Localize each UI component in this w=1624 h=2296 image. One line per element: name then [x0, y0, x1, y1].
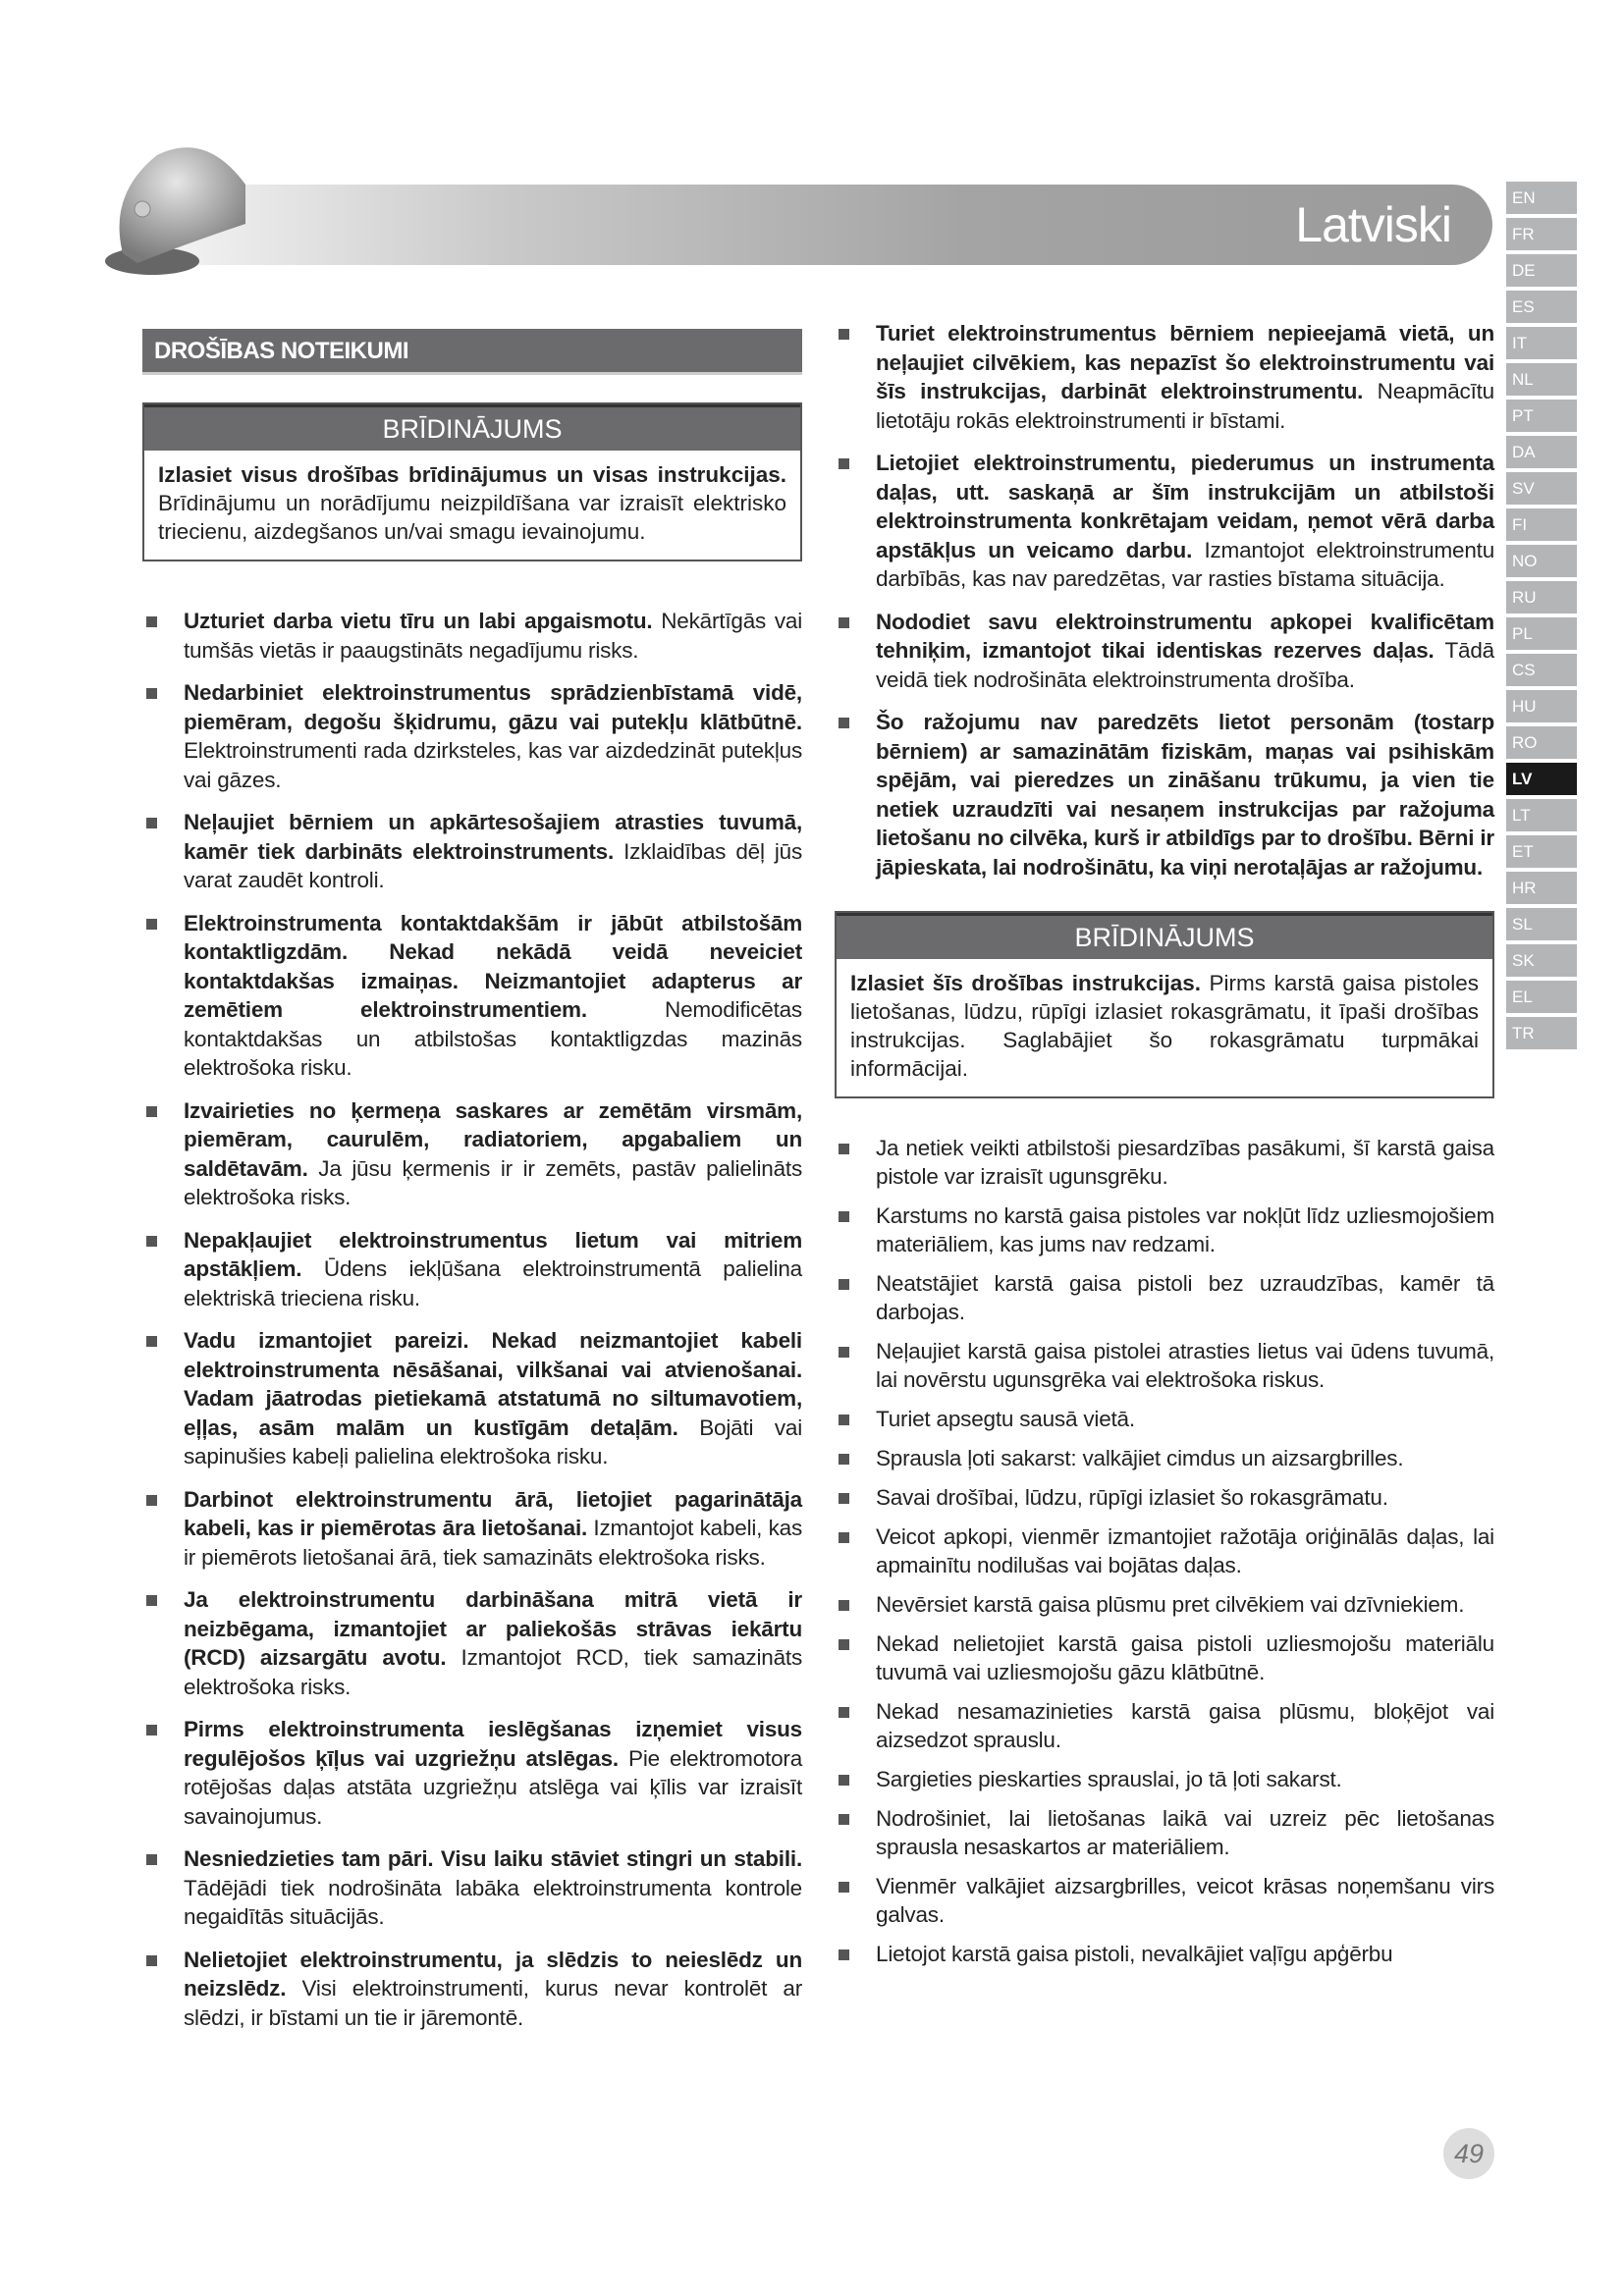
list-item — [142, 1226, 802, 1313]
item-bold-text: Ja elektroinstrumentu darbināšana mitrā vietā ir neizbēgama, izmantojiet ar paliekošās strāvas iekārtu (RCD) aizsargātu avotu. — [184, 1587, 802, 1670]
item-text: Visi elektroinstrumenti, kurus nevar kontrolēt ar slēdzi, ir bīstami un tie ir jāremontē. — [184, 1976, 802, 2030]
warning-box — [142, 402, 802, 561]
language-tab-el[interactable]: EL — [1506, 981, 1577, 1013]
language-tab-lv[interactable]: LV — [1506, 763, 1577, 795]
warning-body: Pirms karstā gaisa pistoles lietošanas, lūdzu, rūpīgi izlasiet rokasgrāmatu, it īpaši drošības instrukcijas. Saglabājiet šo rokasgrāmatu turpmākai informācijai. — [850, 971, 1479, 1081]
warning-body: Brīdinājumu un norādījumu neizpildīšana var izraisīt elektrisko triecienu, aizdegšanos un/vai smagu ievainojumu. — [158, 491, 786, 544]
section-title: DROŠĪBAS NOTEIKUMI — [142, 329, 802, 375]
list-item: Karstums no karstā gaisa pistoles var nokļūt līdz uzliesmojošiem materiāliem, kas jums nav redzami. — [835, 1201, 1494, 1258]
item-text: Nemodificētas kontaktdakšas un atbilstošas kontaktligzdas mazinās elektrošoka risku. — [184, 997, 802, 1080]
language-tab-fr[interactable]: FR — [1506, 218, 1577, 250]
list-item — [835, 449, 1494, 594]
list-item — [142, 909, 802, 1083]
item-bold-text: Uzturiet darba vietu tīru un labi apgaismotu. — [184, 609, 653, 633]
list-item: Lietojot karstā gaisa pistoli, nevalkājiet vaļīgu apģērbu — [835, 1940, 1494, 1968]
language-tab-sl[interactable]: SL — [1506, 908, 1577, 940]
language-tab-nl[interactable]: NL — [1506, 363, 1577, 396]
item-bold-text: Neļaujiet bērniem un apkārtesošajiem atrasties tuvumā, kamēr tiek darbināts elektroinstruments. — [184, 810, 802, 864]
item-bold-text: Nedarbiniet elektroinstrumentus sprādzienbīstamā vidē, piemēram, degošu šķidrumu, gāzu vai putekļu klātbūtnē. — [184, 680, 802, 734]
item-bold-text: Pirms elektroinstrumenta ieslēgšanas izņemiet visus regulējošos ķīļus vai uzgriežņu atslēgas. — [184, 1717, 802, 1771]
warning-title: BRĪDINĀJUMS — [144, 404, 800, 451]
language-tab-et[interactable]: ET — [1506, 835, 1577, 868]
list-item — [142, 1946, 802, 2033]
item-bold-text: Izvairieties no ķermeņa saskares ar zemētām virsmām, piemēram, caurulēm, radiatoriem, apgabaliem un saldētavām. — [184, 1097, 802, 1181]
list-item: Nodrošiniet, lai lietošanas laikā vai uzreiz pēc lietošanas sprausla nesaskartos ar materiāliem. — [835, 1804, 1494, 1861]
item-text: Tādā veidā tiek nodrošināta elektroinstrumenta drošība. — [876, 638, 1494, 692]
language-tab-pl[interactable]: PL — [1506, 617, 1577, 650]
warning-text — [837, 959, 1492, 1096]
header-banner — [177, 185, 1492, 265]
language-tab-lt[interactable]: LT — [1506, 799, 1577, 831]
language-tab-sk[interactable]: SK — [1506, 944, 1577, 977]
list-item — [835, 319, 1494, 435]
language-tab-pt[interactable]: PT — [1506, 400, 1577, 432]
item-text: Elektroinstrumenti rada dzirksteles, kas var aizdedzināt putekļus vai gāzes. — [184, 738, 802, 792]
list-item — [142, 1715, 802, 1831]
list-item: Sprausla ļoti sakarst: valkājiet cimdus un aizsargbrilles. — [835, 1444, 1494, 1472]
item-bold-text: Elektroinstrumenta kontaktdakšām ir jābūt atbilstošām kontaktligzdām. Nekad nekādā veidā neveiciet kontaktdakšas izmaiņas. Neizmantojiet adapterus ar zemētiem elektroinstrumentiem. — [184, 910, 802, 1022]
list-item — [835, 708, 1494, 881]
warning-box-hot-air — [835, 911, 1494, 1098]
language-tab-tr[interactable]: TR — [1506, 1017, 1577, 1049]
list-item: Turiet apsegtu sausā vietā. — [835, 1405, 1494, 1433]
safety-list-right — [835, 319, 1494, 881]
page-title: Latviski — [1295, 197, 1451, 252]
language-tab-cs[interactable]: CS — [1506, 654, 1577, 686]
item-bold-text: Darbinot elektroinstrumentu ārā, lietojiet pagarinātāja kabeli, kas ir piemērotas āra lietošanai. — [184, 1486, 802, 1540]
list-item: Neatstājiet karstā gaisa pistoli bez uzraudzības, kamēr tā darbojas. — [835, 1269, 1494, 1326]
list-item: Savai drošībai, lūdzu, rūpīgi izlasiet šo rokasgrāmatu. — [835, 1483, 1494, 1512]
list-item: Nekad nelietojiet karstā gaisa pistoli uzliesmojošu materiālu tuvumā vai uzliesmojošu gāzu klātbūtnē. — [835, 1629, 1494, 1686]
safety-list-left — [142, 607, 802, 2032]
language-tab-en[interactable]: EN — [1506, 182, 1577, 214]
list-item: Neļaujiet karstā gaisa pistolei atrasties lietus vai ūdens tuvumā, lai novērstu ugunsgrēka vai elektrošoka riskus. — [835, 1337, 1494, 1394]
list-item — [142, 808, 802, 895]
item-bold-text: Nepakļaujiet elektroinstrumentus lietum vai mitriem apstākļiem. — [184, 1227, 802, 1281]
warning-title: BRĪDINĀJUMS — [837, 913, 1492, 959]
item-text: Izmantojot kabeli, kas ir piemērots lietošanai ārā, tiek samazināts elektrošoka risks. — [184, 1516, 802, 1570]
hot-air-safety-list — [835, 1134, 1494, 1968]
list-item — [142, 1844, 802, 1932]
language-tab-ru[interactable]: RU — [1506, 581, 1577, 614]
language-tab-fi[interactable]: FI — [1506, 508, 1577, 541]
language-tab-da[interactable]: DA — [1506, 436, 1577, 468]
item-text: Ja jūsu ķermenis ir ir zemēts, pastāv palielināts elektrošoka risks. — [184, 1155, 802, 1209]
list-item: Sargieties pieskarties sprauslai, jo tā ļoti sakarst. — [835, 1765, 1494, 1793]
list-item: Vienmēr valkājiet aizsargbrilles, veicot krāsas noņemšanu virs galvas. — [835, 1872, 1494, 1929]
list-item — [142, 1585, 802, 1701]
item-text: Izklaidības dēļ jūs varat zaudēt kontroli. — [184, 838, 802, 892]
item-text: Nekārtīgās vai tumšās vietās ir paaugstināts negadījumu risks. — [184, 609, 802, 663]
language-tab-hr[interactable]: HR — [1506, 872, 1577, 904]
item-bold-text: Turiet elektroinstrumentus bērniem nepieejamā vietā, un neļaujiet cilvēkiem, kas nepazīst šo elektroinstrumentu vai šīs instrukcijas, darbināt elektroinstrumentu. — [876, 321, 1494, 403]
item-text: Bojāti vai sapinušies kabeļi palielina elektrošoka risku. — [184, 1415, 802, 1468]
item-text: Izmantojot RCD, tiek samazināts elektrošoka risks. — [184, 1645, 802, 1699]
warning-text — [144, 451, 800, 560]
list-item — [142, 678, 802, 794]
language-tab-hu[interactable]: HU — [1506, 690, 1577, 722]
item-bold-text: Nesniedzieties tam pāri. Visu laiku stāviet stingri un stabili. — [184, 1846, 802, 1871]
language-tab-no[interactable]: NO — [1506, 545, 1577, 577]
list-item — [142, 1326, 802, 1471]
list-item — [142, 607, 802, 665]
list-item: Veicot apkopi, vienmēr izmantojiet ražotāja oriģinālās daļas, lai apmainītu nodilušas vai bojātas daļas. — [835, 1522, 1494, 1579]
item-bold-text: Nelietojiet elektroinstrumentu, ja slēdzis to neieslēdz un neizslēdz. — [184, 1947, 802, 2001]
list-item: Ja netiek veikti atbilstoši piesardzības pasākumi, šī karstā gaisa pistole var izraisīt ugunsgrēku. — [835, 1134, 1494, 1191]
right-column — [835, 319, 1494, 1979]
safety-helmet-icon — [98, 135, 255, 283]
item-text: Izmantojot elektroinstrumentu darbībās, kas nav paredzētas, var rasties bīstama situācija. — [876, 537, 1495, 591]
language-tab-sv[interactable]: SV — [1506, 472, 1577, 505]
left-column — [142, 329, 802, 2046]
item-bold-text: Lietojiet elektroinstrumentu, piederumus un instrumenta daļas, utt. saskaņā ar šīm instrukcijām un atbilstoši elektroinstrumenta konkrētajam veidam, ņemot vērā darba apstākļus un veicamo darbu. — [876, 451, 1494, 562]
item-text: Tādējādi tiek nodrošināta labāka elektroinstrumenta kontrole negaidītās situācijās. — [184, 1875, 802, 1929]
item-bold-text: Vadu izmantojiet pareizi. Nekad neizmantojiet kabeli elektroinstrumenta nēsāšanai, vilkšanai vai atvienošanai. Vadam jāatrodas pietiekamā atstatumā no siltumavotiem, eļļas, asām malām un kustīgām detaļām. — [184, 1328, 802, 1440]
item-text: Neapmācītu lietotāju rokās elektroinstrumenti ir bīstami. — [876, 379, 1494, 433]
list-item: Nekad nesamazinieties karstā gaisa plūsmu, bloķējot vai aizsedzot sprauslu. — [835, 1697, 1494, 1754]
language-tab-ro[interactable]: RO — [1506, 726, 1577, 759]
item-text: Pie elektromotora rotējošas daļas atstāta uzgriežņu atslēga vai ķīlis var izraisīt savainojumus. — [184, 1745, 803, 1829]
language-tabs — [1506, 182, 1577, 1053]
item-bold-text: Šo ražojumu nav paredzēts lietot personām (tostarp bērniem) ar samazinātām fiziskām, maņas vai psihiskām spējām, vai pieredzes un zināšanu trūkumu, ja vien tie netiek uzraudzīti vai nesaņem instrukcijas par ražojuma lietošanu no cilvēka, kurš ir atbildīgs par to drošību. Bērni ir jāpieskata, lai nodrošinātu, ka viņi nerotaļājas ar ražojumu. — [876, 710, 1494, 880]
list-item — [142, 1485, 802, 1573]
language-tab-es[interactable]: ES — [1506, 291, 1577, 323]
item-bold-text: Nododiet savu elektroinstrumentu apkopei kvalificētam tehniķim, izmantojot tikai identiskas rezerves daļas. — [876, 609, 1494, 663]
warning-bold: Izlasiet šīs drošības instrukcijas. — [850, 971, 1202, 995]
list-item: Nevērsiet karstā gaisa plūsmu pret cilvēkiem vai dzīvniekiem. — [835, 1590, 1494, 1619]
warning-bold: Izlasiet visus drošības brīdinājumus un visas instrukcijas. — [158, 462, 786, 487]
language-tab-de[interactable]: DE — [1506, 254, 1577, 287]
list-item — [142, 1096, 802, 1212]
item-text: Ūdens iekļūšana elektroinstrumentā palielina elektriskā trieciena risku. — [184, 1256, 802, 1310]
language-tab-it[interactable]: IT — [1506, 327, 1577, 359]
list-item — [835, 608, 1494, 695]
page-number: 49 — [1443, 2128, 1494, 2179]
